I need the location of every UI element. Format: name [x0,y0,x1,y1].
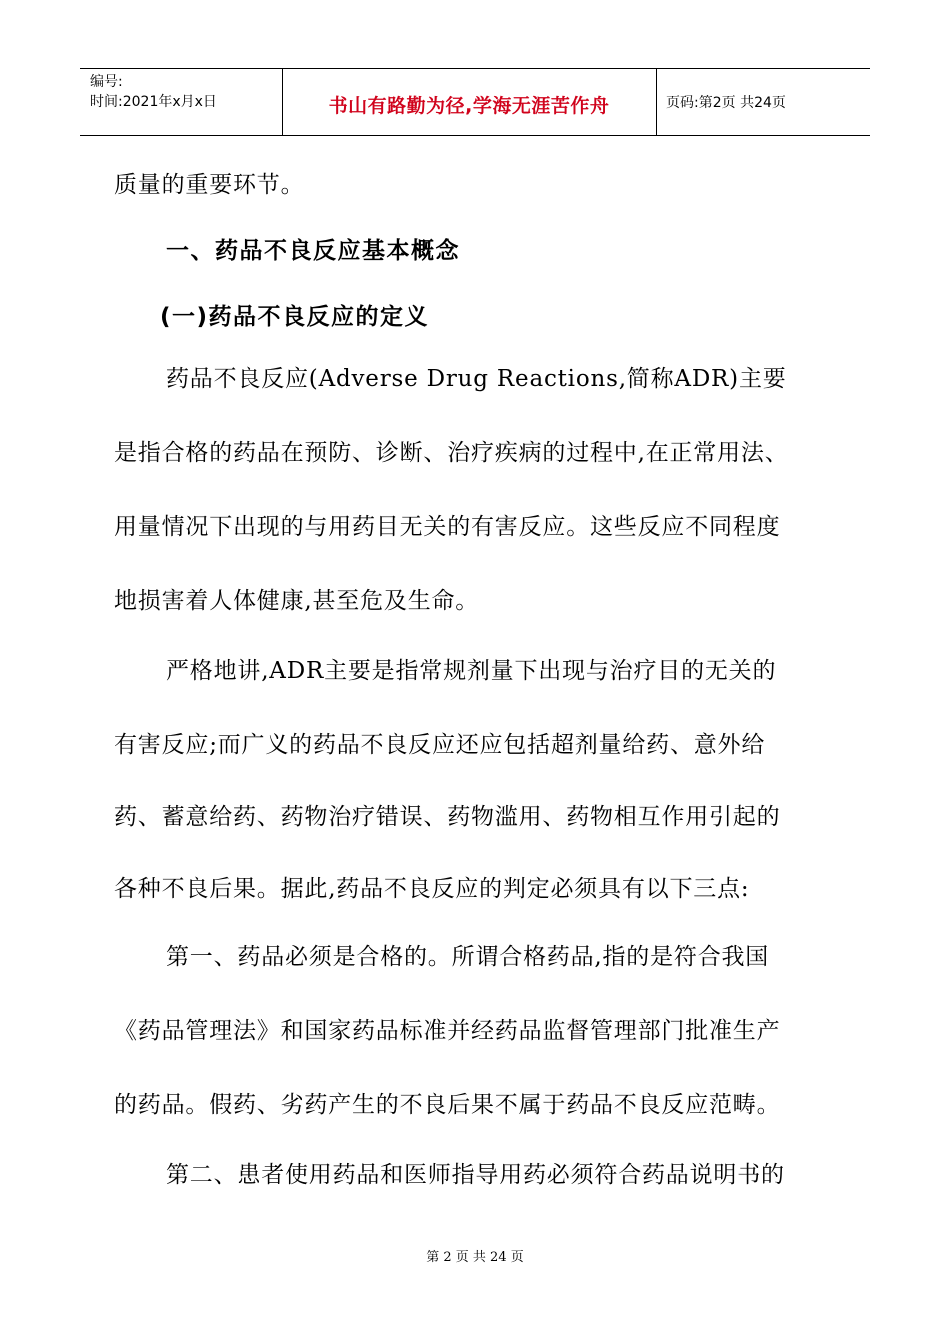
header-page-info: 页码:第2页 共24页 [666,95,786,111]
header-motto: 书山有路勤为径,学海无涯苦作舟 [328,95,610,117]
page-footer: 第 2 页 共 24 页 [426,1250,524,1265]
document-date-label: 时间:2021年x月x日 [90,94,217,110]
section-heading: 一、药品不良反应基本概念 [166,238,460,264]
body-line-11: 各种不良后果。据此,药品不良反应的判定必须具有以下三点: [114,876,750,902]
body-line-14: 的药品。假药、劣药产生的不良后果不属于药品不良反应范畴。 [114,1092,781,1118]
body-line-12: 第一、药品必须是合格的。所谓合格药品,指的是符合我国 [166,944,770,970]
header-right-cell [656,69,870,135]
body-line-15: 第二、患者使用药品和医师指导用药必须符合药品说明书的 [166,1162,785,1188]
body-line-6: 用量情况下出现的与用药目无关的有害反应。这些反应不同程度 [114,514,781,540]
body-line-4: 药品不良反应(Adverse Drug Reactions,简称ADR)主要 [166,366,787,392]
body-line-10: 药、蓄意给药、药物治疗错误、药物滥用、药物相互作用引起的 [114,804,781,830]
document-number-label: 编号: [90,74,123,90]
body-line-5: 是指合格的药品在预防、诊断、治疗疾病的过程中,在正常用法、 [114,440,789,466]
body-line-9: 有害反应;而广义的药品不良反应还应包括超剂量给药、意外给 [114,732,766,758]
body-line-8: 严格地讲,ADR主要是指常规剂量下出现与治疗目的无关的 [166,658,777,684]
body-line-1: 质量的重要环节。 [114,172,305,198]
body-line-7: 地损害着人体健康,甚至危及生命。 [114,588,480,614]
body-line-13: 《药品管理法》和国家药品标准并经药品监督管理部门批准生产 [114,1018,781,1044]
header-left-cell [80,69,283,135]
header-table [80,68,870,136]
header-middle-cell [282,69,657,135]
subsection-heading: (一)药品不良反应的定义 [160,304,430,330]
